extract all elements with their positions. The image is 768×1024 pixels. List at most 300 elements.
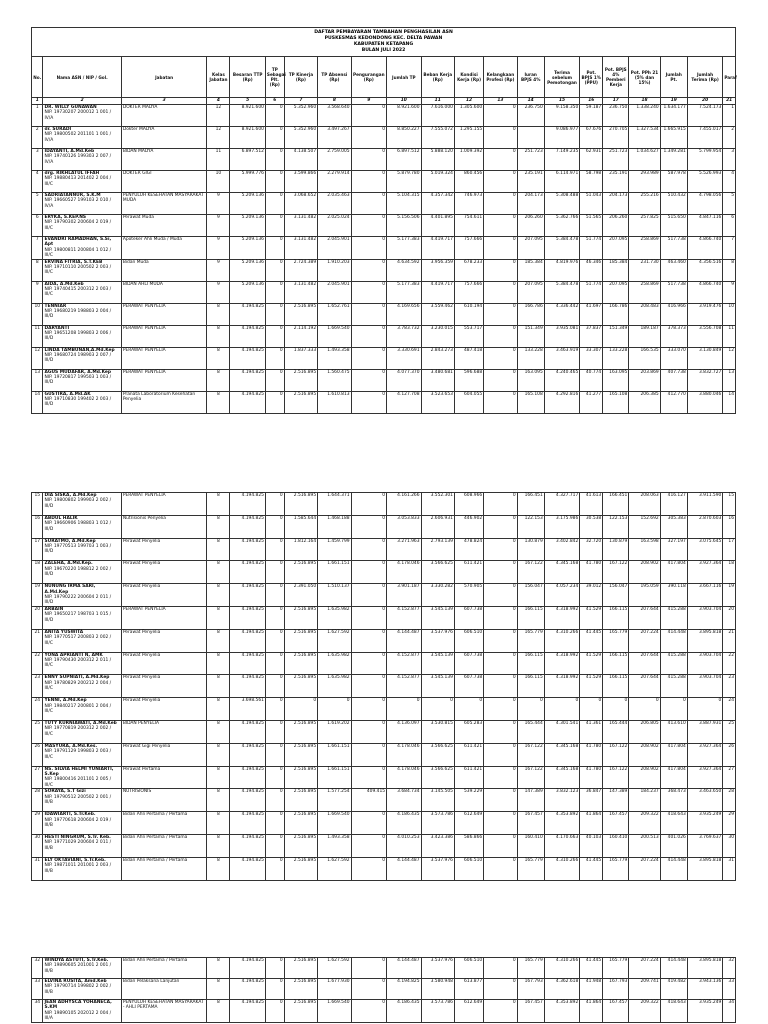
position-cell: Perawat Penyelia: [121, 561, 207, 584]
table-row: [32, 493, 736, 516]
amount-cell: 2.516.895: [284, 720, 317, 743]
amount-cell: 167.122: [603, 743, 629, 766]
name-cell: [43, 766, 121, 789]
amount-cell: 4.357.342: [421, 193, 454, 215]
amount-cell: 754.611: [454, 215, 483, 237]
amount-cell: 378.373: [660, 325, 687, 347]
amount-cell: 0: [387, 698, 421, 721]
employee-nip: NIP. 19800802 199903 2 002 / III/D: [44, 498, 112, 509]
table-row: [32, 675, 736, 698]
amount-cell: 41.864: [580, 812, 603, 835]
table-row: [32, 698, 736, 721]
employee-nip: NIP. 19680724 198903 2 007 / III/D: [44, 353, 112, 364]
index-cell: 14: [517, 98, 544, 105]
amount-cell: 41.277: [580, 391, 603, 413]
amount-cell: 8: [207, 561, 230, 584]
header-cell: Terima sebelum Pemotongan: [544, 57, 580, 98]
title-line-3: KABUPATEN KETAPANG: [353, 42, 414, 47]
table-row: [32, 149, 736, 171]
row-number: 16: [32, 515, 43, 538]
name-cell: [43, 789, 121, 812]
header-cell: TP Kinerja (Rp): [284, 57, 317, 98]
amount-cell: [517, 127, 544, 149]
amount-cell: 8: [207, 698, 230, 721]
name-cell: [43, 834, 121, 857]
amount-cell: 3.935.249: [687, 1000, 723, 1023]
amount-cell: 4.318.992: [544, 652, 580, 675]
name-cell: [43, 303, 121, 325]
signature-cell: 28: [723, 789, 736, 812]
amount-cell: 160.410: [603, 834, 629, 857]
amount-cell: 167.122: [517, 766, 544, 789]
amount-cell: 4.634.592: [387, 259, 421, 281]
amount-cell: 7.555.072: [421, 127, 454, 149]
amount-cell: 2.516.895: [284, 629, 317, 652]
amount-cell: 0: [351, 629, 387, 652]
amount-cell: 0: [351, 347, 387, 369]
amount-cell: 0: [265, 812, 284, 835]
amount-cell: 327.197: [660, 538, 687, 561]
header-cell: Iuran BPJS 4%: [517, 57, 544, 98]
amount-cell: 0: [484, 515, 517, 538]
amount-cell: 0: [603, 698, 629, 721]
signature-cell: 23: [723, 675, 736, 698]
amount-cell: 0: [687, 698, 723, 721]
amount-cell: 2.516.895: [284, 369, 317, 391]
amount-cell: 41.529: [580, 652, 603, 675]
row-number: 6: [32, 215, 43, 237]
amount-cell: 368.473: [660, 789, 687, 812]
amount-cell: 3.463.919: [544, 347, 580, 369]
amount-cell: 0: [265, 237, 284, 260]
amount-cell: 407.738: [660, 369, 687, 391]
amount-cell: 167.457: [603, 812, 629, 835]
position-cell: Bidan Ahli Pertama / Pertama: [121, 958, 207, 979]
amount-cell: 166.115: [517, 675, 544, 698]
employee-nip: NIP. 19790222 200604 2 011 / III/D: [44, 595, 112, 606]
row-number: 26: [32, 743, 43, 766]
table-row: [32, 789, 736, 812]
amount-cell: 4.186.435: [387, 1000, 421, 1023]
amount-cell: 4.186.435: [387, 812, 421, 835]
amount-cell: 0: [351, 303, 387, 325]
amount-cell: 3.530.815: [421, 720, 454, 743]
employee-name: WINDYA ASTUTI, S.Tr.Keb.: [44, 958, 109, 963]
index-cell: 21: [723, 98, 736, 105]
amount-cell: 208.902: [629, 561, 660, 584]
table-row: [32, 515, 736, 538]
amount-cell: 39.012: [580, 584, 603, 607]
employee-name: ERVINA FITRIA, S.T.KEB: [44, 259, 103, 265]
amount-cell: 0: [484, 171, 517, 193]
amount-cell: 0: [351, 515, 387, 538]
amount-cell: 206.260: [603, 215, 629, 237]
employee-nip: NIP. 19710110 200502 2 003 / III/C: [44, 265, 112, 276]
amount-cell: 0: [351, 652, 387, 675]
amount-cell: 2.516.895: [284, 834, 317, 857]
amount-cell: 4.419.717: [421, 281, 454, 303]
amount-cell: 209.322: [629, 1000, 660, 1023]
amount-cell: 510.432: [660, 193, 687, 215]
amount-cell: 3.832.123: [544, 789, 580, 812]
amount-cell: 611.421: [454, 766, 483, 789]
amount-cell: 41.780: [580, 766, 603, 789]
index-cell: 20: [687, 98, 723, 105]
amount-cell: 0: [265, 347, 284, 369]
position-cell: DOKTER MADYA: [121, 105, 207, 127]
title-line-2: PUSKESMAS KEDONDONG KEC. DELTA PAWAN: [324, 36, 443, 41]
amount-cell: 1.305.600: [454, 105, 483, 127]
amount-cell: 4.194.825: [230, 789, 266, 812]
amount-cell: 2.516.895: [284, 812, 317, 835]
amount-cell: 5.209.136: [230, 193, 266, 215]
amount-cell: 236.750: [517, 105, 544, 127]
table-row: [32, 171, 736, 193]
employee-nip: NIP. 19840217 200801 2 004 / III/C: [44, 703, 112, 714]
amount-cell: 4.170.663: [544, 834, 580, 857]
employee-name: ABDUL HALIK: [44, 515, 78, 521]
amount-cell: 166.115: [603, 675, 629, 698]
position-cell: Perawat Penyelia: [121, 629, 207, 652]
employee-name: YONA APRIANTI N, AMK: [44, 652, 103, 658]
amount-cell: 0: [351, 743, 387, 766]
index-row: [32, 98, 736, 105]
position-cell: DOKTER GIGI: [121, 171, 207, 193]
employee-nip: NIP. 19730207 200012 1 001 / IV/A: [44, 110, 112, 121]
amount-cell: 517.738: [660, 281, 687, 303]
employee-nip: NIP. 19790512 200502 2 001 / III/B: [44, 794, 112, 806]
amount-cell: 2.793.139: [421, 538, 454, 561]
index-cell: 15: [544, 98, 580, 105]
amount-cell: 0: [484, 857, 517, 880]
amount-cell: 9.158.350: [544, 105, 580, 127]
amount-cell: 4.847.116: [687, 215, 723, 237]
amount-cell: 0: [484, 347, 517, 369]
amount-cell: 5.526.993: [687, 171, 723, 193]
amount-cell: 6.897.512: [387, 149, 421, 171]
amount-cell: 0: [351, 493, 387, 516]
amount-cell: 5.019.324: [421, 171, 454, 193]
amount-cell: 3.927.364: [687, 561, 723, 584]
amount-cell: 166.786: [603, 303, 629, 325]
amount-cell: 165.779: [603, 958, 629, 979]
amount-cell: 41.948: [580, 979, 603, 1000]
amount-cell: 165.444: [603, 720, 629, 743]
amount-cell: 1.610.813: [318, 391, 351, 413]
index-cell: 3: [121, 98, 207, 105]
table-row: [32, 303, 736, 325]
amount-cell: 4.194.825: [230, 652, 266, 675]
amount-cell: 0: [544, 698, 580, 721]
amount-cell: 7.149.235: [544, 149, 580, 171]
amount-cell: 414.448: [660, 958, 687, 979]
table-body: [32, 958, 736, 1023]
table-row: [32, 834, 736, 857]
amount-cell: 418.643: [660, 1000, 687, 1023]
amount-cell: 1.349.281: [660, 149, 687, 171]
amount-cell: 3.901.187: [387, 584, 421, 607]
amount-cell: 62.931: [580, 149, 603, 171]
amount-cell: 5.888.120: [421, 149, 454, 171]
amount-cell: 165.444: [517, 720, 544, 743]
employee-nip: NIP. 19710830 199402 2 003 / III/D: [44, 397, 112, 408]
amount-cell: 2.516.895: [284, 561, 317, 584]
amount-cell: 0: [484, 698, 517, 721]
amount-cell: 236.750: [603, 105, 629, 127]
employee-name: LINDA TAMBUNAN,A.Md.Kep: [44, 347, 115, 353]
amount-cell: 4.194.825: [230, 606, 266, 629]
amount-cell: 185.384: [517, 259, 544, 281]
table-row: [32, 629, 736, 652]
amount-cell: 9: [207, 281, 230, 303]
amount-cell: 0: [454, 698, 483, 721]
amount-cell: 5.209.136: [230, 259, 266, 281]
name-cell: [43, 127, 121, 149]
signature-cell: 8: [723, 259, 736, 281]
amount-cell: 3.566.625: [421, 743, 454, 766]
position-cell: Nutrisionis Penyelia: [121, 515, 207, 538]
employee-nip: NIP. 19790302 200604 2 019 / III/C: [44, 220, 112, 231]
amount-cell: 167.457: [517, 1000, 544, 1023]
header-cell: Pot. PPh 21 (5% dan 15%): [629, 57, 660, 98]
amount-cell: 0: [265, 652, 284, 675]
amount-cell: 8: [207, 857, 230, 880]
amount-cell: 415.288: [660, 606, 687, 629]
amount-cell: 5.384.478: [544, 281, 580, 303]
amount-cell: 0: [484, 237, 517, 260]
amount-cell: 293.989: [629, 171, 660, 193]
amount-cell: 0: [265, 766, 284, 789]
amount-cell: 0: [265, 698, 284, 721]
header-cell: Besaran TTP (Rp): [230, 57, 266, 98]
amount-cell: 3.573.786: [421, 812, 454, 835]
header-cell: Kondisi Kerja (Rp): [454, 57, 483, 98]
employee-name: NS. SILVIA HELMI YUNIARTI, S.Kep: [44, 766, 114, 777]
amount-cell: 204.173: [517, 193, 544, 215]
name-cell: [43, 538, 121, 561]
amount-cell: 0: [351, 391, 387, 413]
employee-nip: NIP. 19740126 199303 2 007 / IV/A: [44, 154, 112, 165]
amount-cell: 5.999.776: [230, 171, 266, 193]
amount-cell: 165.108: [603, 391, 629, 413]
amount-cell: 0: [265, 979, 284, 1000]
amount-cell: 1.295.155: [454, 127, 483, 149]
amount-cell: 165.108: [517, 391, 544, 413]
amount-cell: 1.510.137: [318, 584, 351, 607]
header-cell: Jabatan: [121, 57, 207, 98]
amount-cell: 3.903.704: [687, 675, 723, 698]
amount-cell: 122.153: [517, 515, 544, 538]
signature-cell: 9: [723, 281, 736, 303]
name-cell: [43, 958, 121, 979]
row-number: 21: [32, 629, 43, 652]
signature-cell: 19: [723, 584, 736, 607]
name-cell: [43, 698, 121, 721]
signature-cell: 16: [723, 515, 736, 538]
amount-cell: 7.524.173: [687, 105, 723, 127]
signature-cell: 20: [723, 606, 736, 629]
amount-cell: 3.537.976: [421, 857, 454, 880]
name-cell: [43, 857, 121, 880]
amount-cell: 3.895.818: [687, 857, 723, 880]
amount-cell: 3.895.818: [687, 629, 723, 652]
amount-cell: 156.047: [517, 584, 544, 607]
amount-cell: 4.194.825: [230, 766, 266, 789]
amount-cell: 2.516.895: [284, 857, 317, 880]
employee-nip: NIP. 19871011 201001 2 003 / III/B: [44, 863, 112, 874]
amount-cell: 0: [351, 325, 387, 347]
index-cell: 12: [454, 98, 483, 105]
amount-cell: 414.448: [660, 857, 687, 880]
amount-cell: 8: [207, 675, 230, 698]
amount-cell: 3.523.653: [421, 391, 454, 413]
amount-cell: 133.228: [517, 347, 544, 369]
row-number: 8: [32, 259, 43, 281]
name-cell: [43, 979, 121, 1000]
amount-cell: 3.911.590: [687, 493, 723, 516]
row-number: 17: [32, 538, 43, 561]
amount-cell: 41.697: [580, 303, 603, 325]
amount-cell: 8: [207, 789, 230, 812]
employee-nip: NIP. 19890105 202012 2 004 / III/A: [44, 1010, 112, 1022]
page-1: [31, 27, 736, 414]
amount-cell: 0: [265, 215, 284, 237]
amount-cell: 0: [351, 698, 387, 721]
amount-cell: 4.010.253: [387, 834, 421, 857]
name-cell: [43, 281, 121, 303]
employee-name: ERYKA, S.KEP.NS: [44, 215, 87, 220]
amount-cell: 0: [265, 171, 284, 193]
amount-cell: 2.516.895: [284, 675, 317, 698]
employee-nip: NIP. 19880413 201402 2 004 / III/C: [44, 176, 112, 187]
table-row: [32, 538, 736, 561]
amount-cell: 4.138.507: [284, 149, 317, 171]
amount-cell: 167.122: [517, 561, 544, 584]
row-number: 18: [32, 561, 43, 584]
table-row: [32, 215, 736, 237]
employee-nip: NIP. 19790714 199802 2 002 / III/B: [44, 984, 112, 995]
amount-cell: 8: [207, 584, 230, 607]
amount-cell: 1.669.540: [318, 1000, 351, 1023]
table-header: [32, 57, 736, 105]
position-cell: Perawat Penyelia: [121, 584, 207, 607]
amount-cell: 4.310.266: [544, 629, 580, 652]
amount-cell: 4.401.895: [421, 215, 454, 237]
name-cell: [43, 171, 121, 193]
amount-cell: 0: [351, 958, 387, 979]
signature-cell: 17: [723, 538, 736, 561]
amount-cell: 8: [207, 325, 230, 347]
amount-cell: 10: [207, 171, 230, 193]
employee-nip: NIP. 19770819 200312 2 002 / III/C: [44, 726, 112, 737]
employee-nip: NIP. 19771029 200604 2 011 / III/B: [44, 840, 112, 851]
amount-cell: 4.057.234: [544, 584, 580, 607]
amount-cell: 4.194.825: [230, 538, 266, 561]
amount-cell: 3.927.364: [687, 743, 723, 766]
signature-cell: 2: [723, 127, 736, 149]
table-body: [32, 105, 736, 414]
position-cell: Perawat Penyelia: [121, 675, 207, 698]
amount-cell: 0: [265, 325, 284, 347]
amount-cell: 255.216: [629, 193, 660, 215]
amount-cell: 166.451: [603, 493, 629, 516]
amount-cell: 1.009.392: [454, 149, 483, 171]
amount-cell: 4.866.740: [687, 281, 723, 303]
employee-name: ELY OKTAVIANI, S.Tr.Keb.: [44, 857, 106, 863]
amount-cell: 8: [207, 347, 230, 369]
name-cell: [43, 561, 121, 584]
amount-cell: 1.635.982: [318, 606, 351, 629]
amount-cell: 4.152.877: [387, 652, 421, 675]
amount-cell: 757.666: [454, 237, 483, 260]
table-row: [32, 1000, 736, 1023]
amount-cell: 4.152.877: [387, 606, 421, 629]
name-cell: [43, 584, 121, 607]
amount-cell: 41.445: [580, 629, 603, 652]
amount-cell: 207.644: [629, 606, 660, 629]
amount-cell: 206.805: [629, 720, 660, 743]
employee-nip: NIP. 19770513 199703 1 003 / III/D: [44, 544, 112, 555]
name-cell: [43, 149, 121, 171]
page-3: [31, 957, 736, 1023]
amount-cell: 3.667.116: [687, 584, 723, 607]
amount-cell: 166.115: [517, 606, 544, 629]
amount-cell: 2.516.895: [284, 789, 317, 812]
amount-cell: 2.279.914: [318, 171, 351, 193]
amount-cell: 417.804: [660, 561, 687, 584]
index-cell: 8: [318, 98, 351, 105]
amount-cell: 2.724.389: [284, 259, 317, 281]
amount-cell: 463.460: [660, 259, 687, 281]
amount-cell: 130.879: [603, 538, 629, 561]
amount-cell: 3.935.081: [544, 325, 580, 347]
amount-cell: 2.843.273: [421, 347, 454, 369]
amount-cell: 3.573.786: [421, 1000, 454, 1023]
amount-cell: 4.152.877: [387, 675, 421, 698]
amount-cell: 165.779: [603, 629, 629, 652]
header-cell: Pot. BPJS 1% (PPU): [580, 57, 603, 98]
signature-cell: 11: [723, 325, 736, 347]
row-number: 20: [32, 606, 43, 629]
amount-cell: 30.538: [580, 515, 603, 538]
position-cell: PERAWAT PENYELIA: [121, 347, 207, 369]
amount-cell: 4.819.976: [544, 259, 580, 281]
amount-cell: 4.077.370: [387, 369, 421, 391]
amount-cell: 2.035.463: [318, 193, 351, 215]
amount-cell: 596.688: [454, 369, 483, 391]
amount-cell: 4.301.541: [544, 720, 580, 743]
amount-cell: 0: [484, 105, 517, 127]
amount-cell: 390.118: [660, 584, 687, 607]
amount-cell: 0: [265, 493, 284, 516]
amount-cell: 184.237: [629, 789, 660, 812]
amount-cell: 207.095: [603, 237, 629, 260]
amount-cell: 0: [265, 193, 284, 215]
amount-cell: 539.229: [454, 789, 483, 812]
amount-cell: 8: [207, 652, 230, 675]
amount-cell: 610.194: [454, 303, 483, 325]
index-cell: 4: [207, 98, 230, 105]
amount-cell: 412.770: [660, 391, 687, 413]
header-cell: No.: [32, 57, 43, 98]
amount-cell: 4.194.825: [230, 629, 266, 652]
amount-cell: 417.804: [660, 766, 687, 789]
table-row: [32, 766, 736, 789]
amount-cell: 0: [265, 958, 284, 979]
amount-cell: 4.419.717: [421, 237, 454, 260]
row-number: 3: [32, 149, 43, 171]
index-cell: 2: [43, 98, 121, 105]
